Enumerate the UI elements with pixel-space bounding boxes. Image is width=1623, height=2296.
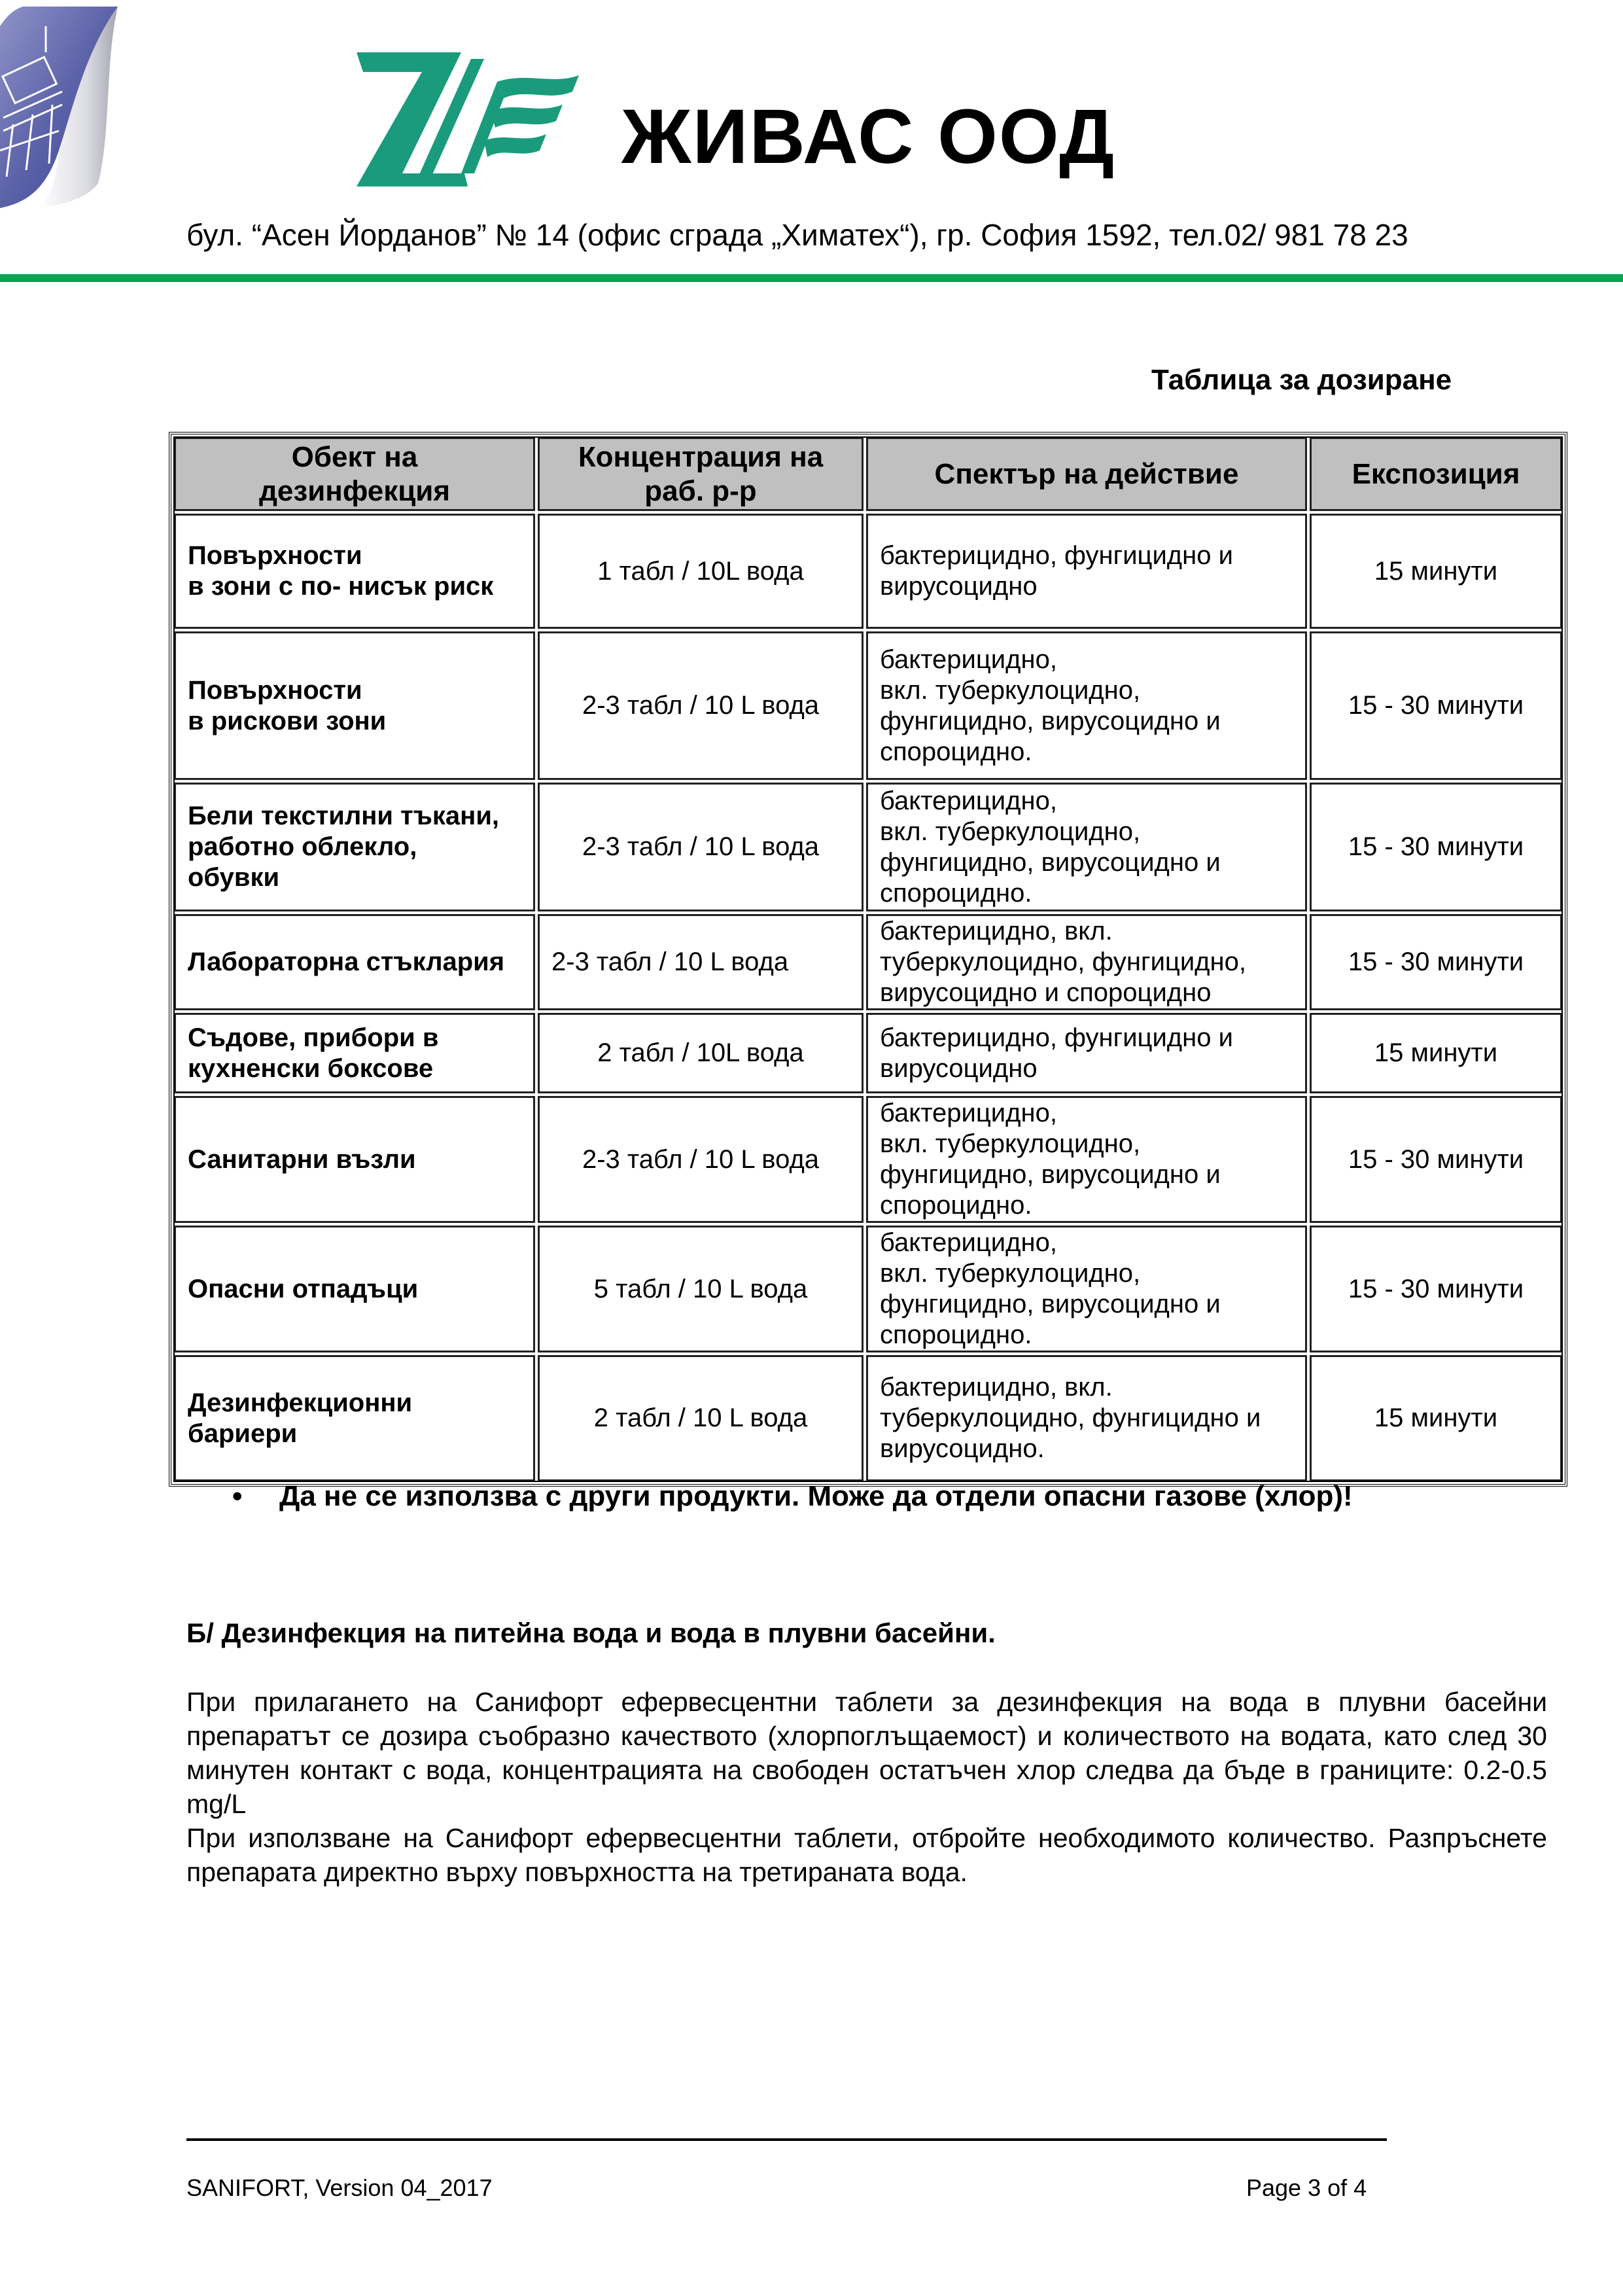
exposure-cell: 15 - 30 минути: [1310, 631, 1562, 780]
spectrum-cell: бактерицидно, вкл. туберкулоцидно, фунгицидно, вирусоцидно и спороцидно.: [866, 1096, 1307, 1223]
spectrum-cell: бактерицидно, фунгицидно и вирусоцидно: [866, 514, 1307, 629]
concentration-cell: 2-3 табл / 10 L вода: [538, 783, 864, 911]
spectrum-cell: бактерицидно, вкл. туберкулоцидно, фунгицидно и вирусоцидно.: [866, 1355, 1307, 1481]
footer-version: SANIFORT, Version 04_2017: [186, 2174, 493, 2201]
concentration-cell: 2 табл / 10L вода: [538, 1013, 864, 1093]
spectrum-cell: бактерицидно, вкл. туберкулоцидно, фунгицидно, вирусоцидно и спороцидно: [866, 914, 1307, 1010]
table-row: [174, 631, 1562, 780]
concentration-cell: 1 табл / 10L вода: [538, 514, 864, 629]
concentration-cell: 2-3 табл / 10 L вода: [538, 631, 864, 780]
section-b-paragraph: При използване на Санифорт ефервесцентни таблети, отбройте необходимото количество. Разпръснете препарата директно върху повърхността на третираната вода.: [186, 1823, 1547, 1887]
exposure-cell: 15 - 30 минути: [1310, 783, 1562, 911]
concentration-cell: 2-3 табл / 10 L вода: [538, 914, 864, 1010]
table-row: [174, 783, 1562, 911]
spectrum-cell: бактерицидно, вкл. туберкулоцидно, фунгицидно, вирусоцидно и спороцидно.: [866, 783, 1307, 911]
object-cell: Дезинфекционни бариери: [174, 1355, 535, 1481]
exposure-cell: 15 минути: [1310, 514, 1562, 629]
table-row: [174, 914, 1562, 1010]
object-cell: Лабораторна стъклария: [174, 914, 535, 1010]
header-concentration: Концентрация на раб. р-р: [538, 437, 864, 511]
object-cell: Повърхности в рискови зони: [174, 631, 535, 780]
warning-bullet-item: [232, 1480, 1353, 1513]
section-b-body: [186, 1685, 1547, 1889]
header-object: Обект на дезинфекция: [174, 437, 535, 511]
object-cell: Санитарни възли: [174, 1096, 535, 1223]
spectrum-cell: бактерицидно, вкл. туберкулоцидно, фунгицидно, вирусоцидно и спороцидно.: [866, 631, 1307, 780]
object-cell: Повърхности в зони с по- нисък риск: [174, 514, 535, 629]
hospital-bed-corner-icon: [0, 0, 281, 209]
table-row: [174, 1226, 1562, 1352]
footer-divider: [186, 2138, 1387, 2141]
spectrum-cell: бактерицидно, фунгицидно и вирусоцидно: [866, 1013, 1307, 1093]
exposure-cell: 15 - 30 минути: [1310, 914, 1562, 1010]
concentration-cell: 2 табл / 10 L вода: [538, 1355, 864, 1481]
section-b-heading: Б/ Дезинфекция на питейна вода и вода в плувни басейни.: [186, 1617, 996, 1648]
table-row: [174, 1096, 1562, 1223]
table-row: [174, 1355, 1562, 1481]
header-divider: [0, 274, 1623, 282]
spectrum-cell: бактерицидно, вкл. туберкулоцидно, фунгицидно, вирусоцидно и спороцидно.: [866, 1226, 1307, 1352]
warning-text: Да не се използва с други продукти. Може да отдели опасни газове (хлор)!: [279, 1480, 1353, 1512]
bullet-icon: •: [232, 1480, 243, 1512]
section-b-paragraph: При прилагането на Санифорт ефервесцентни таблети за дезинфекция на вода в плувни басейни препаратът се дозира съобразно качеството (хлорпоглъщаемост) и количеството на водата, като след 30 минутен контакт с вода, концентрацията на свободен остатъчен хлор следва да бъде в границите: 0.2-0.5 mg/L: [186, 1687, 1547, 1819]
object-cell: Съдове, прибори в кухненски боксове: [174, 1013, 535, 1093]
exposure-cell: 15 - 30 минути: [1310, 1226, 1562, 1352]
table-row: [174, 514, 1562, 629]
object-cell: Бели текстилни тъкани, работно облекло, обувки: [174, 783, 535, 911]
table-row: [174, 1013, 1562, 1093]
exposure-cell: 15 - 30 минути: [1310, 1096, 1562, 1223]
footer-page-number: Page 3 of 4: [1246, 2174, 1367, 2201]
concentration-cell: 5 табл / 10 L вода: [538, 1226, 864, 1352]
company-name: ЖИВАС ООД: [621, 94, 1116, 180]
object-cell: Опасни отпадъци: [174, 1226, 535, 1352]
zivas-logo-icon: [357, 52, 592, 190]
concentration-cell: 2-3 табл / 10 L вода: [538, 1096, 864, 1223]
table-header-row: [174, 437, 1562, 511]
header-exposure: Експозиция: [1310, 437, 1562, 511]
company-address: бул. “Асен Йорданов” № 14 (офис сграда „Химатех“), гр. София 1592, тел.02/ 981 78 23: [186, 218, 1408, 252]
exposure-cell: 15 минути: [1310, 1013, 1562, 1093]
header-spectrum: Спектър на действие: [866, 437, 1307, 511]
exposure-cell: 15 минути: [1310, 1355, 1562, 1481]
table-title: Таблица за дозиране: [1151, 364, 1452, 396]
dosage-table: [169, 432, 1567, 1487]
